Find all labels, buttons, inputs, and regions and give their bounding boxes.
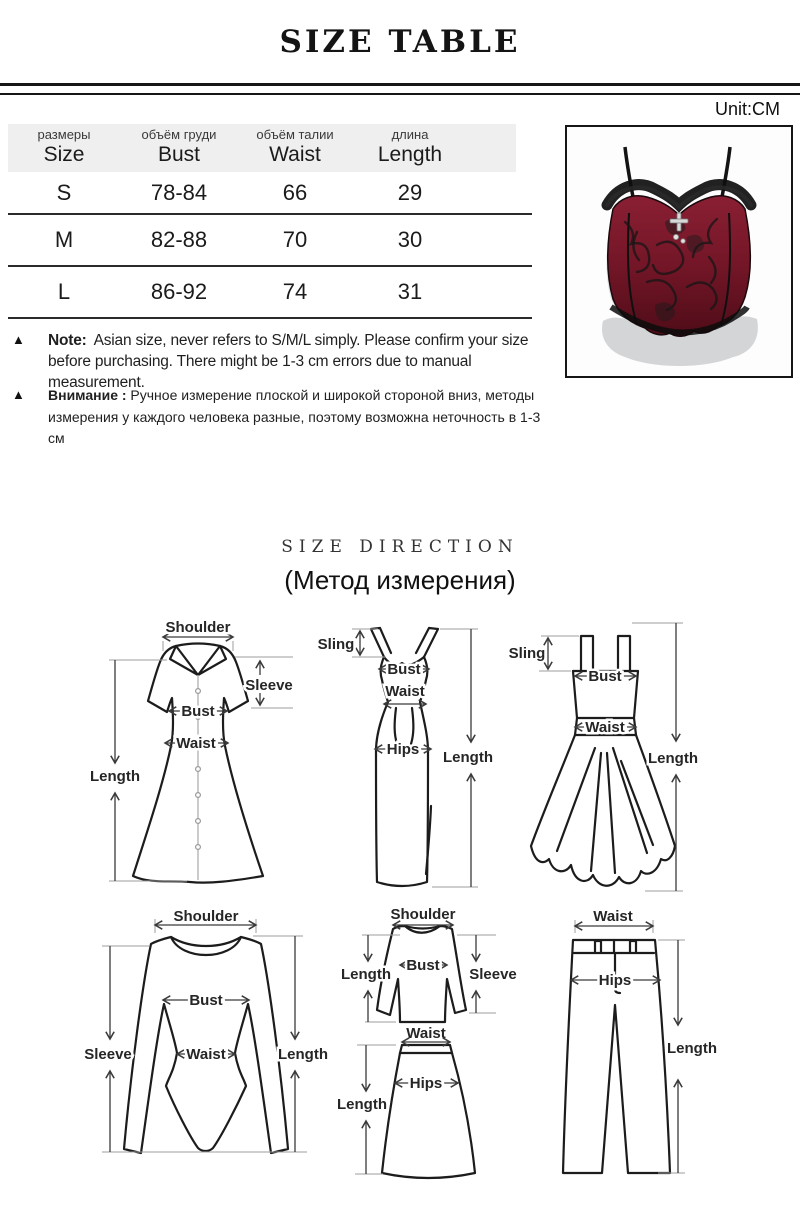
column-header-size: размеры Size [37,127,91,167]
note-text: Ручное измерение плоской и широкой стороной вниз, методы измерения у каждого человека разные, поэтому возможна неточность в 1-3 см [48,387,541,447]
label-shoulder: Shoulder [165,619,231,636]
page-title: SIZE TABLE [279,24,521,60]
label-hips: Hips [386,741,420,758]
label-waist: Waist [186,1046,226,1063]
label-bust: Bust [189,992,223,1009]
warning-triangle-icon: ▲ [12,387,25,402]
diagram-pants [545,895,760,1207]
label-sleeve: Sleeve [245,677,293,694]
label-waist: Waist [593,908,633,925]
table-row-m [8,215,532,267]
label-length: Length [443,749,493,766]
size-table [8,124,532,319]
cell-waist: 74 [282,279,308,304]
garment-outline [124,937,288,1153]
measure-annotations [84,908,328,1152]
label-length: Length [648,750,698,767]
label-length: Length [90,768,140,785]
cell-waist: 66 [282,179,308,205]
label-hips: Hips [598,972,632,989]
garment-outline [133,644,263,883]
note-label: Note: [48,332,87,349]
measure-annotations [337,906,517,1174]
size-table-header [8,124,516,172]
label-shoulder: Shoulder [390,906,456,923]
label-waist: Waist [585,719,625,736]
product-image-corset [567,127,791,376]
column-header-waist: объём талии Waist [256,127,334,167]
cell-size: L [57,279,71,304]
label-sleeve: Sleeve [469,966,517,983]
note-text: Asian size, never refers to S/M/L simply. Please confirm your size before purchasing. There might be 1-3 cm errors due to manual measurement. [48,332,529,391]
cell-bust: 82-88 [150,227,208,252]
diagram-aline-sling-dress [495,613,710,905]
label-waist: Waist [406,1025,446,1042]
column-header-bust: объём груди Bust [141,127,217,167]
measure-annotations [571,908,717,1173]
table-row-s [8,172,532,215]
label-sling: Sling [508,645,546,662]
cell-length: 29 [397,179,423,205]
measure-annotations [318,629,493,887]
cell-length: 30 [397,227,423,252]
diagram-bodysuit [75,901,355,1199]
cell-bust: 78-84 [150,179,208,205]
label-bust: Bust [181,703,215,720]
table-row-l [8,267,532,319]
label-bust: Bust [406,957,440,974]
label-length: Length [667,1040,717,1057]
diagram-sling-dress [300,616,500,906]
cell-bust: 86-92 [150,279,208,304]
label-waist: Waist [385,683,425,700]
column-header-length: длина Length [377,127,443,167]
label-length: Length [341,966,391,983]
label-shoulder: Shoulder [173,908,239,925]
warning-triangle-icon: ▲ [12,332,25,347]
cell-size: S [56,179,72,205]
label-sling: Sling [317,636,355,653]
label-bust: Bust [387,661,421,678]
measure-annotations [90,619,293,881]
cell-waist: 70 [282,227,308,252]
label-hips: Hips [409,1075,443,1092]
unit-label: Unit:CM [714,99,780,119]
diagram-top-and-skirt [330,895,545,1207]
note-label: Внимание : [48,387,127,403]
label-waist: Waist [176,735,216,752]
note-russian [12,385,560,450]
label-sleeve: Sleeve [84,1046,132,1063]
product-image-frame [565,125,793,378]
label-length: Length [278,1046,328,1063]
label-bust: Bust [588,668,622,685]
size-direction-subtitle: (Метод измерения) [284,565,516,595]
label-length: Length [337,1096,387,1113]
measure-annotations [509,623,698,891]
divider-double-line [0,83,800,95]
cell-length: 31 [397,279,423,304]
size-direction-title: SIZE DIRECTION [281,537,519,557]
cell-size: M [54,227,74,252]
diagram-shirt-dress [75,613,305,905]
